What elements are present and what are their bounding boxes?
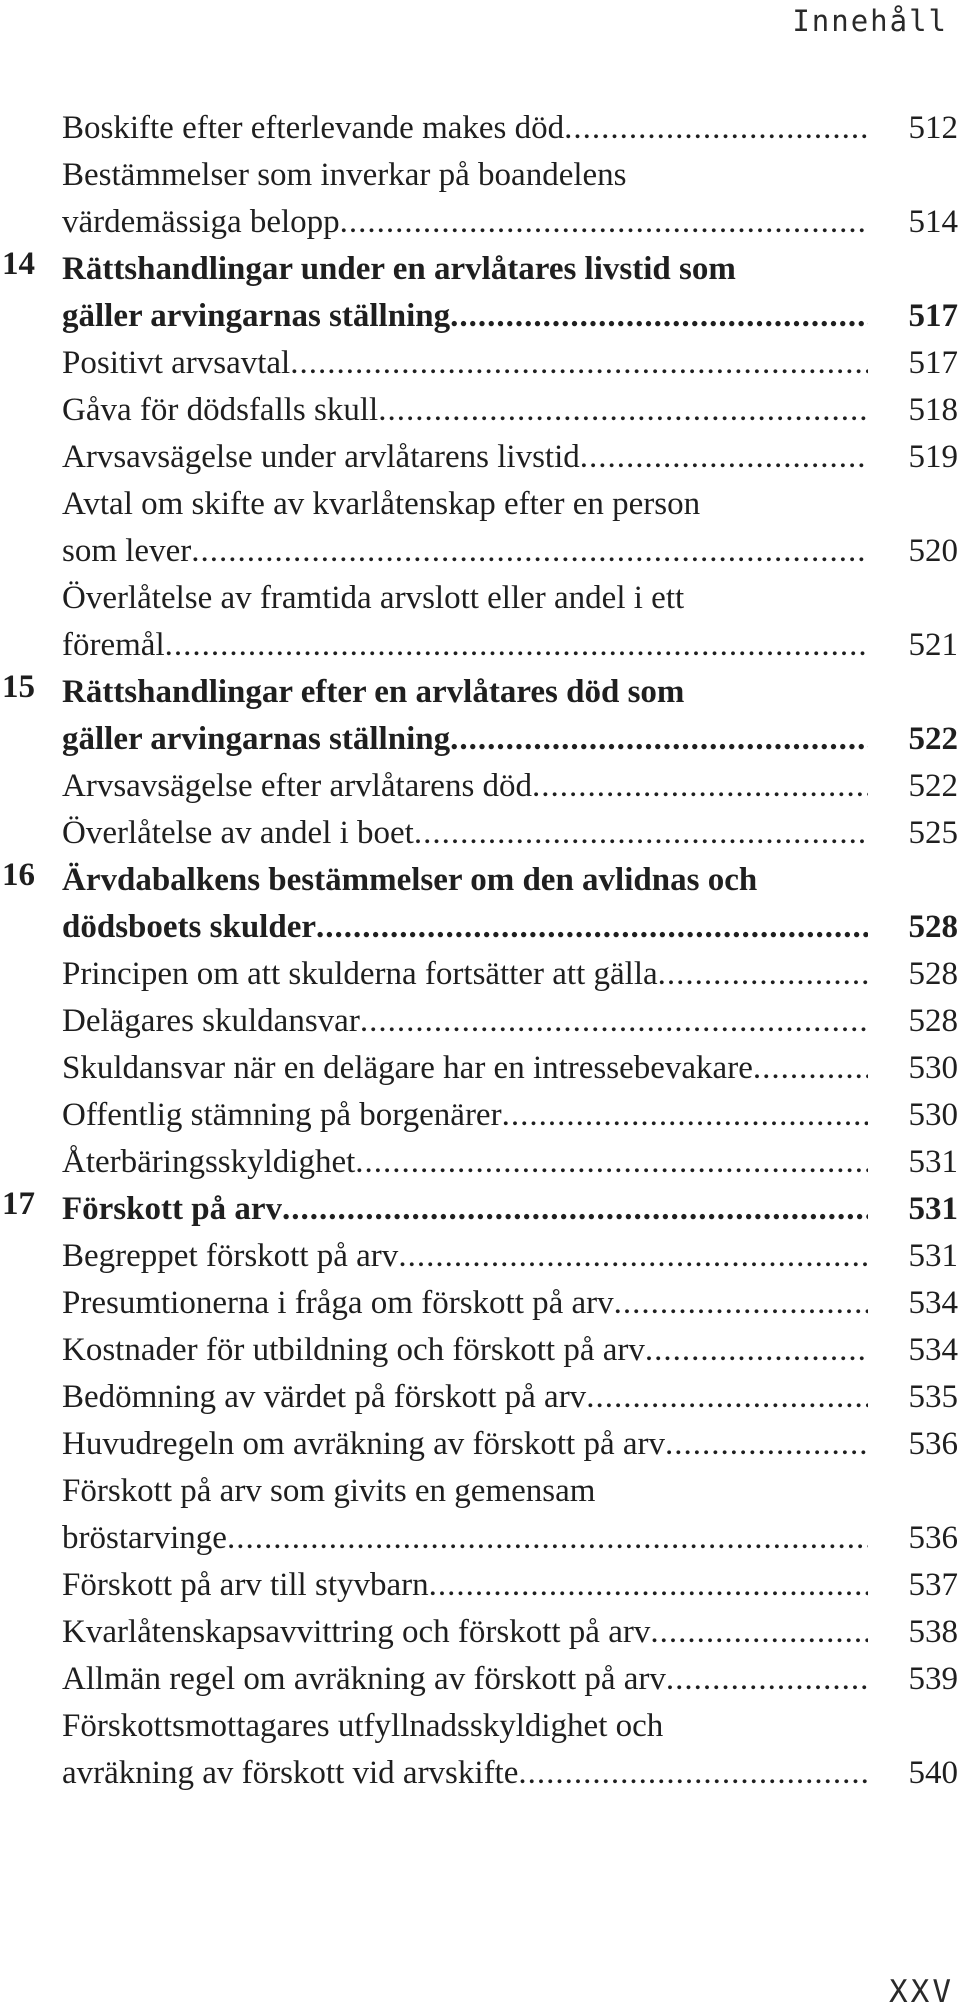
table-of-contents: [0, 105, 960, 1797]
dot-leader: [502, 1092, 868, 1139]
dot-leader: [580, 434, 868, 481]
toc-entry: [0, 340, 960, 387]
entry-title-line: Huvudregeln om avräkning av förskott på arv: [62, 1426, 665, 1462]
chapter-number: 15: [2, 669, 35, 705]
toc-entry: [0, 1609, 960, 1656]
dot-leader: [290, 340, 868, 387]
toc-entry: [0, 434, 960, 481]
page-number: 522: [908, 768, 958, 804]
entry-title-line: Förskott på arv: [62, 1191, 282, 1227]
dot-leader: [650, 1609, 868, 1656]
entry-title-line: Rättshandlingar under en arvlåtares livstid som: [62, 251, 736, 287]
dot-leader: [645, 1327, 868, 1374]
dot-leader: [753, 1045, 868, 1092]
entry-title-line: Allmän regel om avräkning av förskott på arv: [62, 1661, 666, 1697]
page-number: 528: [908, 956, 958, 992]
running-head: Innehåll: [792, 4, 948, 38]
page-number: 537: [908, 1567, 958, 1603]
entry-title-line: Boskifte efter efterlevande makes död: [62, 110, 565, 146]
toc-chapter-entry: [0, 669, 960, 763]
entry-title-line: Delägares skuldansvar: [62, 1003, 360, 1039]
entry-title-line: Ärvdabalkens bestämmelser om den avlidnas och: [62, 862, 758, 898]
toc-entry: [0, 763, 960, 810]
entry-title-line: Bestämmelser som inverkar på boandelens: [62, 157, 627, 193]
toc-entry: [0, 1656, 960, 1703]
page-number: 521: [908, 627, 958, 663]
page-number: 536: [908, 1520, 958, 1556]
entry-title-line: Förskottsmottagares utfyllnadsskyldighet och: [62, 1708, 664, 1744]
page-number: 540: [908, 1755, 958, 1791]
dot-leader: [165, 622, 868, 669]
page-number: 531: [908, 1191, 958, 1227]
page-number: 534: [908, 1332, 958, 1368]
entry-title-line: Bedömning av värdet på förskott på arv: [62, 1379, 587, 1415]
entry-title-line: Överlåtelse av andel i boet: [62, 815, 414, 851]
toc-entry: [0, 1327, 960, 1374]
entry-title-line: Arvsavsägelse under arvlåtarens livstid: [62, 439, 580, 475]
toc-chapter-entry: [0, 246, 960, 340]
dot-leader: [316, 904, 868, 951]
toc-entry: [0, 810, 960, 857]
page-number: 530: [908, 1050, 958, 1086]
entry-title-line: Avtal om skifte av kvarlåtenskap efter en person: [62, 486, 701, 522]
dot-leader: [360, 998, 868, 1045]
dot-leader: [532, 763, 868, 810]
entry-title-line: Principen om att skulderna fortsätter att gälla: [62, 956, 658, 992]
dot-leader: [398, 1233, 868, 1280]
toc-entry: [0, 387, 960, 434]
dot-leader: [450, 293, 868, 340]
toc-chapter-entry: [0, 857, 960, 951]
entry-title-line: Kvarlåtenskapsavvittring och förskott på arv: [62, 1614, 651, 1650]
entry-title-line: Kostnader för utbildning och förskott på arv: [62, 1332, 645, 1368]
dot-leader: [378, 387, 868, 434]
entry-title-line: Positivt arvsavtal: [62, 345, 291, 381]
page-number: 530: [908, 1097, 958, 1133]
entry-title-line: avräkning av förskott vid arvskifte: [62, 1755, 519, 1791]
entry-title-line: Rättshandlingar efter en arvlåtares död som: [62, 674, 685, 710]
chapter-number: 14: [2, 246, 35, 282]
toc-entry: [0, 1421, 960, 1468]
entry-title-line: Gåva för dödsfalls skull: [62, 392, 379, 428]
dot-leader: [340, 199, 868, 246]
page-number: 514: [908, 204, 958, 240]
dot-leader: [518, 1750, 868, 1797]
toc-chapter-entry: [0, 1186, 960, 1233]
dot-leader: [414, 810, 868, 857]
page-number: 539: [908, 1661, 958, 1697]
entry-title-line: bröstarvinge: [62, 1520, 227, 1556]
page-number: 534: [908, 1285, 958, 1321]
dot-leader: [450, 716, 868, 763]
page-number: 518: [908, 392, 958, 428]
toc-entry: [0, 1139, 960, 1186]
entry-title-line: Arvsavsägelse efter arvlåtarens död: [62, 768, 533, 804]
dot-leader: [564, 105, 868, 152]
page-number: 520: [908, 533, 958, 569]
chapter-number: 16: [2, 857, 35, 893]
dot-leader: [282, 1186, 868, 1233]
toc-entry: [0, 1233, 960, 1280]
toc-entry: [0, 1280, 960, 1327]
page-number: 519: [908, 439, 958, 475]
toc-entry: [0, 105, 960, 152]
entry-title-line: Förskott på arv till styvbarn: [62, 1567, 429, 1603]
dot-leader: [658, 951, 868, 998]
dot-leader: [429, 1562, 868, 1609]
entry-title-line: gäller arvingarnas ställning: [62, 298, 451, 334]
toc-entry: [0, 1468, 960, 1562]
toc-entry: [0, 951, 960, 998]
entry-title-line: som lever: [62, 533, 192, 569]
toc-entry: [0, 1045, 960, 1092]
page-number: 531: [908, 1144, 958, 1180]
toc-entry: [0, 152, 960, 246]
page-number: 538: [908, 1614, 958, 1650]
entry-title-line: föremål: [62, 627, 165, 663]
toc-entry: [0, 1374, 960, 1421]
entry-title-line: Förskott på arv som givits en gemensam: [62, 1473, 596, 1509]
page-number: 536: [908, 1426, 958, 1462]
entry-title-line: Offentlig stämning på borgenärer: [62, 1097, 502, 1133]
page-folio: XXV: [889, 1974, 954, 2010]
page-number: 535: [908, 1379, 958, 1415]
page-number: 525: [908, 815, 958, 851]
page-number: 531: [908, 1238, 958, 1274]
toc-entry: [0, 1562, 960, 1609]
entry-title-line: Presumtionerna i fråga om förskott på arv: [62, 1285, 614, 1321]
entry-title-line: Överlåtelse av framtida arvslott eller andel i ett: [62, 580, 685, 616]
dot-leader: [665, 1421, 868, 1468]
dot-leader: [355, 1139, 868, 1186]
entry-title-line: Återbäringsskyldighet: [62, 1144, 356, 1180]
dot-leader: [191, 528, 868, 575]
toc-entry: [0, 998, 960, 1045]
page-number: 528: [908, 909, 958, 945]
page-number: 522: [908, 721, 958, 757]
page-number: 517: [908, 298, 958, 334]
dot-leader: [227, 1515, 868, 1562]
toc-entry: [0, 1092, 960, 1139]
entry-title-line: gäller arvingarnas ställning: [62, 721, 451, 757]
toc-entry: [0, 481, 960, 575]
entry-title-line: Skuldansvar när en delägare har en intressebevakare: [62, 1050, 753, 1086]
entry-title-line: Begreppet förskott på arv: [62, 1238, 399, 1274]
page-number: 528: [908, 1003, 958, 1039]
chapter-number: 17: [2, 1186, 35, 1222]
dot-leader: [614, 1280, 868, 1327]
entry-title-line: värdemässiga belopp: [62, 204, 340, 240]
entry-title-line: dödsboets skulder: [62, 909, 316, 945]
page-number: 517: [908, 345, 958, 381]
page-number: 512: [908, 110, 958, 146]
toc-entry: [0, 1703, 960, 1797]
toc-entry: [0, 575, 960, 669]
dot-leader: [666, 1656, 868, 1703]
dot-leader: [586, 1374, 868, 1421]
